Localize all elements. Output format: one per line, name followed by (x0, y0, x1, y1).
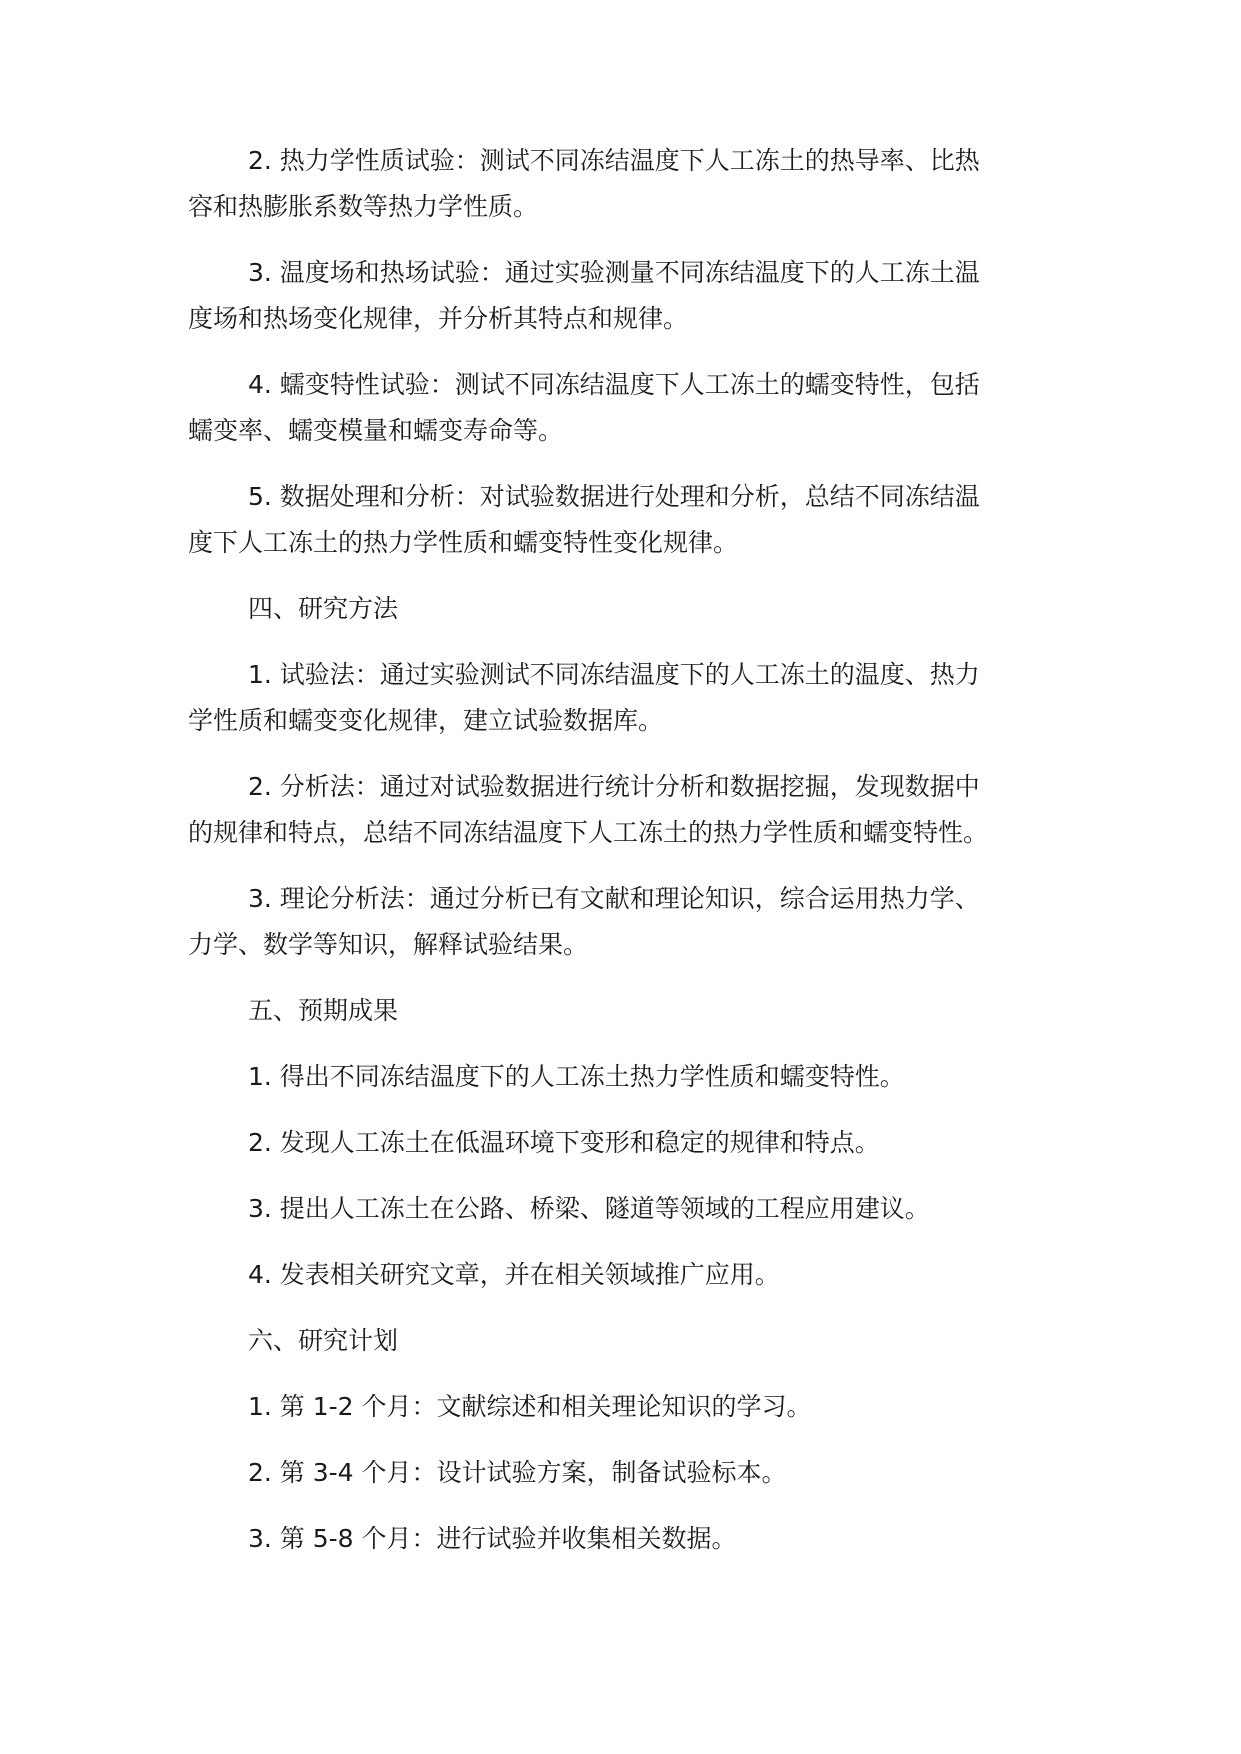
section-heading-expected-results: 五、预期成果 (248, 996, 399, 1025)
paragraph-data-processing (188, 474, 1068, 566)
paragraph-line: 度下人工冻土的热力学性质和蠕变特性变化规律。 (188, 528, 739, 557)
paragraph-theory-method (188, 876, 1068, 968)
paragraph-thermal-test (188, 138, 1068, 230)
result-item: 3. 提出人工冻土在公路、桥梁、隧道等领域的工程应用建议。 (248, 1194, 930, 1223)
section-heading-methods: 四、研究方法 (248, 594, 399, 623)
paragraph-experiment-method (188, 652, 1068, 744)
paragraph-line: 度场和热场变化规律，并分析其特点和规律。 (188, 304, 689, 333)
paragraph-line: 4. 蠕变特性试验：测试不同冻结温度下人工冻土的蠕变特性，包括 (248, 370, 980, 399)
paragraph-line: 3. 理论分析法：通过分析已有文献和理论知识，综合运用热力学、 (248, 884, 980, 913)
result-item: 4. 发表相关研究文章，并在相关领域推广应用。 (248, 1260, 780, 1289)
paragraph-line: 5. 数据处理和分析：对试验数据进行处理和分析，总结不同冻结温 (248, 482, 980, 511)
paragraph-line: 蠕变率、蠕变模量和蠕变寿命等。 (188, 416, 564, 445)
paragraph-line: 的规律和特点，总结不同冻结温度下人工冻土的热力学性质和蠕变特性。 (188, 818, 989, 847)
paragraph-line: 3. 温度场和热场试验：通过实验测量不同冻结温度下的人工冻土温 (248, 258, 980, 287)
paragraph-line: 力学、数学等知识，解释试验结果。 (188, 930, 589, 959)
paragraph-line: 1. 试验法：通过实验测试不同冻结温度下的人工冻土的温度、热力 (248, 660, 980, 689)
paragraph-creep-test (188, 362, 1068, 454)
paragraph-line: 2. 热力学性质试验：测试不同冻结温度下人工冻土的热导率、比热 (248, 146, 980, 175)
plan-item: 2. 第 3-4 个月：设计试验方案，制备试验标本。 (248, 1458, 787, 1487)
plan-item: 1. 第 1-2 个月：文献综述和相关理论知识的学习。 (248, 1392, 812, 1421)
document-page (188, 138, 1068, 1582)
paragraph-analysis-method (188, 764, 1068, 856)
paragraph-line: 2. 分析法：通过对试验数据进行统计分析和数据挖掘，发现数据中 (248, 772, 980, 801)
paragraph-line: 学性质和蠕变变化规律，建立试验数据库。 (188, 706, 664, 735)
plan-item: 3. 第 5-8 个月：进行试验并收集相关数据。 (248, 1524, 737, 1553)
paragraph-temperature-field (188, 250, 1068, 342)
section-heading-research-plan: 六、研究计划 (248, 1326, 399, 1355)
paragraph-line: 容和热膨胀系数等热力学性质。 (188, 192, 539, 221)
result-item: 2. 发现人工冻土在低温环境下变形和稳定的规律和特点。 (248, 1128, 880, 1157)
result-item: 1. 得出不同冻结温度下的人工冻土热力学性质和蠕变特性。 (248, 1062, 905, 1091)
